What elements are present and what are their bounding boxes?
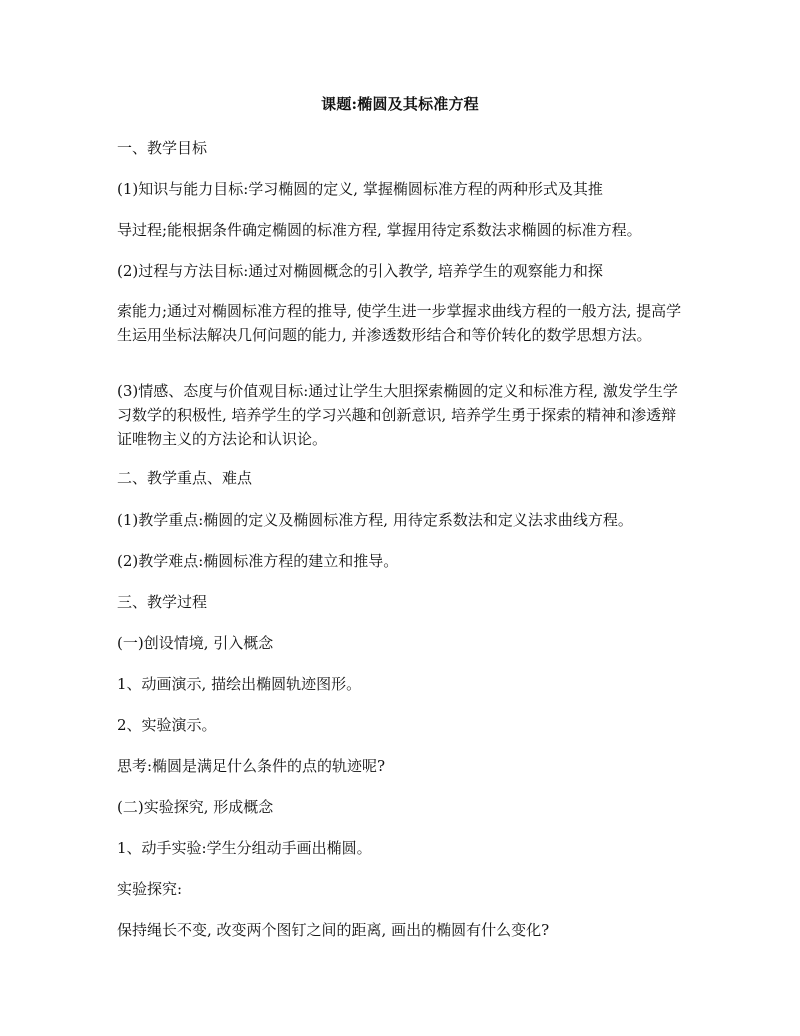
think-question: 思考:椭圆是满足什么条件的点的轨迹呢? <box>117 757 386 775</box>
explore-label: 实验探究: <box>117 880 183 898</box>
section-heading-teaching-process: 三、教学过程 <box>117 593 208 611</box>
goal-1-line-2: 导过程;能根据条件确定椭圆的标准方程, 掌握用待定系数法求椭圆的标准方程。 <box>117 221 642 239</box>
goal-3-paragraph: (3)情感、态度与价值观目标:通过让学生大胆探索椭圆的定义和标准方程, 激发学生学习数学的积极性, 培养学生的学习兴趣和创新意识, 培养学生勇于探索的精神和渗透辩证唯物主义的方法论和认识论。 <box>117 382 678 448</box>
difficult-point: (2)教学难点:椭圆标准方程的建立和推导。 <box>117 552 399 570</box>
hands-on-step: 1、动手实验:学生分组动手画出椭圆。 <box>117 839 372 857</box>
part-1-heading: (一)创设情境, 引入概念 <box>117 634 274 652</box>
part-2-heading: (二)实验探究, 形成概念 <box>117 798 274 816</box>
goal-2-line-1: (2)过程与方法目标:通过对椭圆概念的引入教学, 培养学生的观察能力和探 <box>117 262 603 280</box>
step-1: 1、动画演示, 描绘出椭圆轨迹图形。 <box>117 675 362 693</box>
goal-2-paragraph: 索能力;通过对椭圆标准方程的推导, 使学生进一步掌握求曲线方程的一般方法, 提高学生运用坐标法解决几何问题的能力, 并渗透数形结合和等价转化的数学思想方法。 <box>117 302 682 344</box>
step-2: 2、实验演示。 <box>117 716 217 734</box>
key-point: (1)教学重点:椭圆的定义及椭圆标准方程, 用待定系数法和定义法求曲线方程。 <box>117 511 633 529</box>
goal-1-line-1: (1)知识与能力目标:学习椭圆的定义, 掌握椭圆标准方程的两种形式及其推 <box>117 180 603 198</box>
section-heading-key-points: 二、教学重点、难点 <box>117 469 253 487</box>
section-heading-teaching-goals: 一、教学目标 <box>117 139 208 157</box>
document-title: 课题:椭圆及其标准方程 <box>321 95 479 113</box>
explore-question: 保持绳长不变, 改变两个图钉之间的距离, 画出的椭圆有什么变化? <box>117 921 550 939</box>
